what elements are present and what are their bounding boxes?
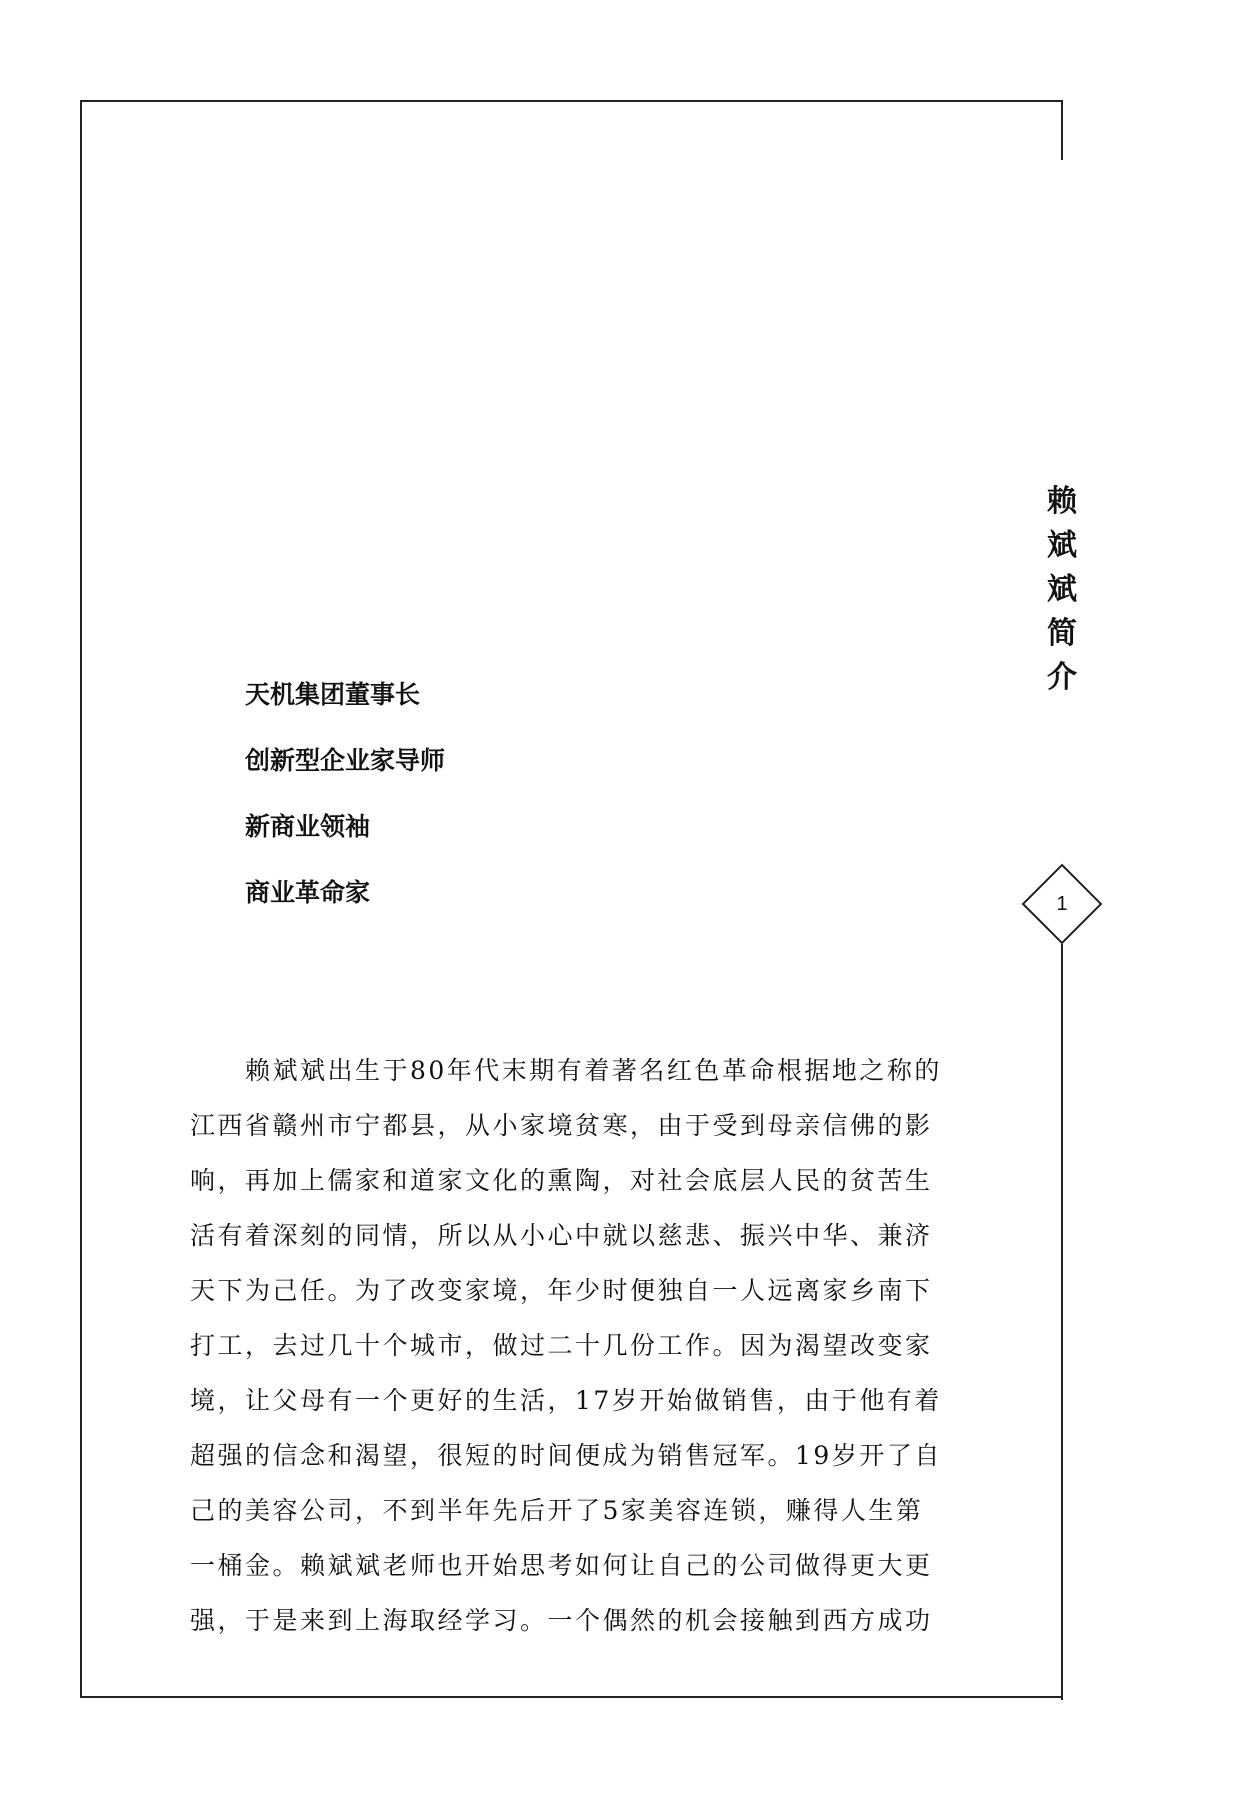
page-border-right-top <box>1061 100 1063 160</box>
side-title-char: 斌 <box>1047 572 1077 607</box>
paragraph-line: 活有着深刻的同情，所以从小心中就以慈悲、振兴中华、兼济 <box>190 1221 933 1250</box>
page-number: 1 <box>1056 892 1068 915</box>
chapter-side-title <box>1040 484 1084 696</box>
title-line: 商业革命家 <box>245 878 371 907</box>
title-line: 天机集团董事长 <box>245 680 421 709</box>
side-title-char: 简 <box>1047 616 1077 651</box>
biography-paragraph <box>190 1043 970 1648</box>
paragraph-line: 超强的信念和渴望，很短的时间便成为销售冠军。19岁开了自 <box>190 1441 942 1470</box>
paragraph-line: 己的美容公司，不到半年先后开了5家美容连锁，赚得人生第 <box>190 1496 924 1525</box>
title-line: 创新型企业家导师 <box>245 746 446 775</box>
paragraph-line: 境，让父母有一个更好的生活，17岁开始做销售，由于他有着 <box>190 1386 942 1415</box>
title-line: 新商业领袖 <box>245 812 371 841</box>
paragraph-line: 一桶金。赖斌斌老师也开始思考如何让自己的公司做得更大更 <box>190 1551 933 1580</box>
paragraph-line: 强，于是来到上海取经学习。一个偶然的机会接触到西方成功 <box>190 1606 933 1635</box>
paragraph-line: 江西省赣州市宁都县，从小家境贫寒，由于受到母亲信佛的影 <box>190 1111 933 1140</box>
page-number-badge <box>1021 863 1103 945</box>
paragraph-line: 打工，去过几十个城市，做过二十几份工作。因为渴望改变家 <box>190 1331 933 1360</box>
side-title-char: 介 <box>1047 660 1077 695</box>
page-border-right-bottom <box>1061 944 1063 1700</box>
paragraph-line: 天下为己任。为了改变家境，年少时便独自一人远离家乡南下 <box>190 1276 933 1305</box>
side-title-char: 斌 <box>1047 528 1077 563</box>
paragraph-line: 响，再加上儒家和道家文化的熏陶，对社会底层人民的贫苦生 <box>190 1166 933 1195</box>
title-list <box>245 680 945 944</box>
paragraph-line: 赖斌斌出生于80年代末期有着著名红色革命根据地之称的 <box>245 1056 942 1085</box>
side-title-char: 赖 <box>1047 484 1077 519</box>
